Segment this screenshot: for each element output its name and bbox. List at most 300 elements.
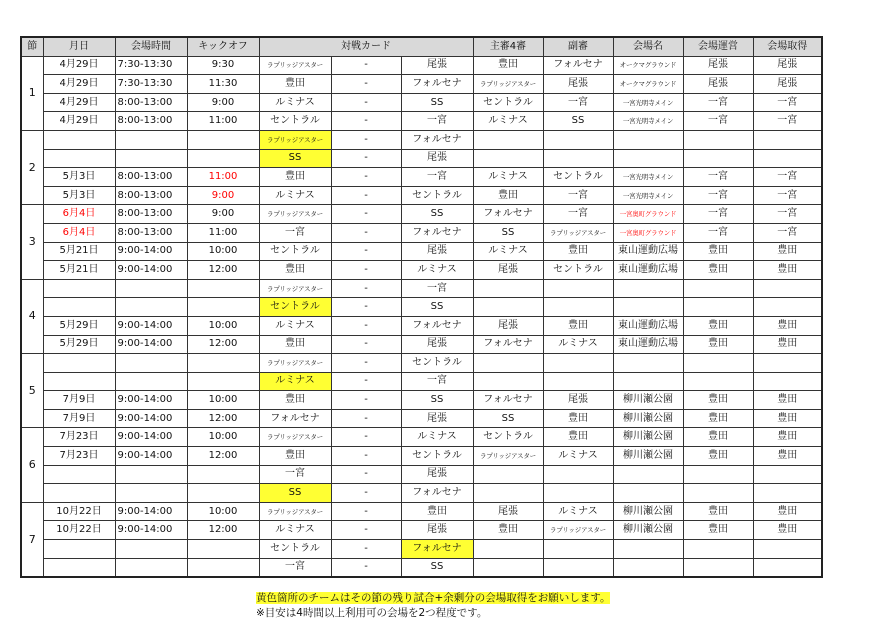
date-cell — [43, 149, 115, 168]
venue-time-cell — [115, 149, 187, 168]
kickoff-cell: 9:30 — [187, 56, 259, 75]
assistant-referee-cell: 一宮 — [543, 205, 613, 224]
venue-acquisition-cell: 一宮 — [753, 223, 822, 242]
header-venue-acquisition: 会場取得 — [753, 37, 822, 56]
away-team-cell: 一宮 — [401, 372, 473, 391]
venue-acquisition-cell — [753, 130, 822, 149]
match-row — [21, 242, 822, 261]
venue-operation-cell: 豊田 — [683, 428, 753, 447]
venue-time-cell: 7:30-13:30 — [115, 56, 187, 75]
away-team-cell: 尾張 — [401, 521, 473, 540]
vs-cell: - — [331, 391, 401, 410]
kickoff-cell: 9:00 — [187, 205, 259, 224]
venue-operation-cell: 一宮 — [683, 186, 753, 205]
kickoff-cell: 10:00 — [187, 242, 259, 261]
header-venue-name: 会場名 — [613, 37, 683, 56]
date-cell: 5月29日 — [43, 335, 115, 354]
venue-operation-cell: 尾張 — [683, 75, 753, 94]
venue-name-cell — [613, 540, 683, 559]
referee-cell — [473, 279, 543, 298]
venue-operation-cell — [683, 149, 753, 168]
away-team-cell: フォルセナ — [401, 130, 473, 149]
date-cell: 7月9日 — [43, 391, 115, 410]
date-cell: 6月4日 — [43, 223, 115, 242]
vs-cell: - — [331, 261, 401, 280]
kickoff-cell: 9:00 — [187, 186, 259, 205]
away-team-cell: SS — [401, 93, 473, 112]
match-row — [21, 93, 822, 112]
home-team-cell: 一宮 — [259, 558, 331, 577]
match-row — [21, 447, 822, 466]
assistant-referee-cell — [543, 484, 613, 503]
venue-acquisition-cell: 豊田 — [753, 261, 822, 280]
away-team-cell: 尾張 — [401, 242, 473, 261]
referee-cell — [473, 558, 543, 577]
match-row — [21, 540, 822, 559]
home-team-cell: ラプリッジアスター — [259, 130, 331, 149]
home-team-cell: 豊田 — [259, 447, 331, 466]
venue-time-cell: 9:00-14:00 — [115, 428, 187, 447]
referee-cell: 尾張 — [473, 261, 543, 280]
assistant-referee-cell — [543, 354, 613, 373]
kickoff-cell — [187, 130, 259, 149]
away-team-cell: フォルセナ — [401, 223, 473, 242]
assistant-referee-cell: セントラル — [543, 168, 613, 187]
kickoff-cell: 12:00 — [187, 521, 259, 540]
venue-time-cell: 9:00-14:00 — [115, 447, 187, 466]
assistant-referee-cell: 一宮 — [543, 93, 613, 112]
home-team-cell: ルミナス — [259, 93, 331, 112]
kickoff-cell — [187, 558, 259, 577]
home-team-cell: 豊田 — [259, 391, 331, 410]
away-team-cell: セントラル — [401, 186, 473, 205]
venue-acquisition-cell: 一宮 — [753, 205, 822, 224]
match-row — [21, 502, 822, 521]
home-team-cell: 豊田 — [259, 261, 331, 280]
away-team-cell: 尾張 — [401, 56, 473, 75]
venue-acquisition-cell: 一宮 — [753, 186, 822, 205]
date-cell: 5月3日 — [43, 186, 115, 205]
vs-cell: - — [331, 149, 401, 168]
referee-cell: SS — [473, 409, 543, 428]
vs-cell: - — [331, 558, 401, 577]
referee-cell — [473, 540, 543, 559]
away-team-cell: 尾張 — [401, 409, 473, 428]
match-row — [21, 75, 822, 94]
match-row — [21, 186, 822, 205]
venue-time-cell — [115, 372, 187, 391]
home-team-cell: セントラル — [259, 112, 331, 131]
schedule-body — [21, 56, 822, 577]
venue-acquisition-cell: 豊田 — [753, 335, 822, 354]
away-team-cell: フォルセナ — [401, 540, 473, 559]
header-venue-time: 会場時間 — [115, 37, 187, 56]
kickoff-cell: 12:00 — [187, 447, 259, 466]
setsu-cell: 4 — [21, 279, 43, 353]
date-cell: 7月23日 — [43, 447, 115, 466]
venue-time-cell — [115, 130, 187, 149]
venue-operation-cell — [683, 558, 753, 577]
referee-cell: フォルセナ — [473, 205, 543, 224]
home-team-cell: ルミナス — [259, 186, 331, 205]
venue-operation-cell — [683, 372, 753, 391]
venue-acquisition-cell — [753, 372, 822, 391]
home-team-cell: ルミナス — [259, 316, 331, 335]
kickoff-cell: 10:00 — [187, 316, 259, 335]
highlight-note: 黄色箇所のチームはその節の残り試合+余剰分の会場取得をお願いします。 — [256, 592, 611, 604]
header-venue-operation: 会場運営 — [683, 37, 753, 56]
venue-name-cell: 東山運動広場 — [613, 242, 683, 261]
date-cell: 4月29日 — [43, 93, 115, 112]
header-kickoff: キックオフ — [187, 37, 259, 56]
referee-cell: ラプリッジアスター — [473, 75, 543, 94]
match-row — [21, 56, 822, 75]
match-row — [21, 316, 822, 335]
venue-acquisition-cell: 一宮 — [753, 168, 822, 187]
referee-cell: ラプリッジアスター — [473, 447, 543, 466]
venue-name-cell: 柳川瀬公園 — [613, 409, 683, 428]
home-team-cell: セントラル — [259, 242, 331, 261]
match-row — [21, 521, 822, 540]
venue-name-cell: 柳川瀬公園 — [613, 447, 683, 466]
match-row — [21, 465, 822, 484]
vs-cell: - — [331, 465, 401, 484]
referee-cell — [473, 484, 543, 503]
assistant-referee-cell: ラプリッジアスター — [543, 521, 613, 540]
venue-name-cell: 東山運動広場 — [613, 335, 683, 354]
kickoff-cell: 10:00 — [187, 391, 259, 410]
venue-name-cell: 柳川瀬公園 — [613, 428, 683, 447]
kickoff-cell: 11:00 — [187, 223, 259, 242]
vs-cell: - — [331, 447, 401, 466]
match-row — [21, 168, 822, 187]
assistant-referee-cell — [543, 149, 613, 168]
venue-name-cell: 一宮光明寺メイン — [613, 112, 683, 131]
venue-operation-cell: 一宮 — [683, 93, 753, 112]
referee-cell: 尾張 — [473, 316, 543, 335]
match-row — [21, 149, 822, 168]
referee-cell: ルミナス — [473, 168, 543, 187]
header-match-card: 対戦カード — [259, 37, 473, 56]
venue-name-cell: 柳川瀬公園 — [613, 391, 683, 410]
venue-time-cell — [115, 540, 187, 559]
venue-name-cell — [613, 484, 683, 503]
assistant-referee-cell: 尾張 — [543, 391, 613, 410]
venue-time-cell: 9:00-14:00 — [115, 261, 187, 280]
vs-cell: - — [331, 56, 401, 75]
date-cell: 4月29日 — [43, 112, 115, 131]
assistant-referee-cell: 豊田 — [543, 428, 613, 447]
venue-name-cell — [613, 372, 683, 391]
kickoff-cell — [187, 465, 259, 484]
assistant-referee-cell: ルミナス — [543, 447, 613, 466]
date-cell — [43, 130, 115, 149]
vs-cell: - — [331, 316, 401, 335]
date-cell: 10月22日 — [43, 521, 115, 540]
assistant-referee-cell: 一宮 — [543, 186, 613, 205]
match-row — [21, 298, 822, 317]
date-cell: 5月3日 — [43, 168, 115, 187]
referee-cell: SS — [473, 223, 543, 242]
vs-cell: - — [331, 372, 401, 391]
venue-time-cell: 9:00-14:00 — [115, 242, 187, 261]
venue-acquisition-cell: 豊田 — [753, 391, 822, 410]
header-row — [21, 37, 822, 56]
venue-name-cell: 一宮光明寺メイン — [613, 168, 683, 187]
venue-acquisition-cell: 豊田 — [753, 316, 822, 335]
referee-cell: セントラル — [473, 428, 543, 447]
venue-operation-cell: 豊田 — [683, 502, 753, 521]
venue-name-cell: 柳川瀬公園 — [613, 521, 683, 540]
date-cell: 4月29日 — [43, 56, 115, 75]
vs-cell: - — [331, 205, 401, 224]
venue-operation-cell: 豊田 — [683, 316, 753, 335]
assistant-referee-cell — [543, 279, 613, 298]
venue-name-cell — [613, 149, 683, 168]
vs-cell: - — [331, 93, 401, 112]
venue-time-cell — [115, 279, 187, 298]
venue-name-cell: 東山運動広場 — [613, 316, 683, 335]
venue-time-cell — [115, 298, 187, 317]
notes — [256, 591, 610, 621]
referee-cell: 豊田 — [473, 186, 543, 205]
vs-cell: - — [331, 502, 401, 521]
kickoff-cell: 10:00 — [187, 428, 259, 447]
venue-acquisition-cell: 豊田 — [753, 242, 822, 261]
match-row — [21, 130, 822, 149]
vs-cell: - — [331, 409, 401, 428]
setsu-cell: 7 — [21, 502, 43, 577]
assistant-referee-cell — [543, 540, 613, 559]
vs-cell: - — [331, 540, 401, 559]
venue-name-cell — [613, 279, 683, 298]
venue-name-cell: 東山運動広場 — [613, 261, 683, 280]
assistant-referee-cell: SS — [543, 112, 613, 131]
date-cell: 4月29日 — [43, 75, 115, 94]
date-cell: 10月22日 — [43, 502, 115, 521]
venue-operation-cell: 一宮 — [683, 168, 753, 187]
home-team-cell: セントラル — [259, 298, 331, 317]
venue-operation-cell: 豊田 — [683, 409, 753, 428]
date-cell — [43, 540, 115, 559]
kickoff-cell: 12:00 — [187, 335, 259, 354]
venue-acquisition-cell: 豊田 — [753, 521, 822, 540]
kickoff-cell: 12:00 — [187, 409, 259, 428]
venue-time-cell: 9:00-14:00 — [115, 502, 187, 521]
home-team-cell: ラプリッジアスター — [259, 279, 331, 298]
away-team-cell: SS — [401, 558, 473, 577]
home-team-cell: 一宮 — [259, 223, 331, 242]
home-team-cell: ラプリッジアスター — [259, 205, 331, 224]
match-row — [21, 409, 822, 428]
assistant-referee-cell: ルミナス — [543, 502, 613, 521]
venue-name-cell: オークマグラウンド — [613, 75, 683, 94]
away-team-cell: SS — [401, 205, 473, 224]
vs-cell: - — [331, 223, 401, 242]
date-cell — [43, 558, 115, 577]
match-row — [21, 112, 822, 131]
venue-operation-cell: 豊田 — [683, 391, 753, 410]
venue-time-cell: 8:00-13:00 — [115, 186, 187, 205]
venue-operation-cell: 豊田 — [683, 521, 753, 540]
assistant-referee-cell: ルミナス — [543, 335, 613, 354]
assistant-referee-cell: 尾張 — [543, 75, 613, 94]
assistant-referee-cell: フォルセナ — [543, 56, 613, 75]
match-row — [21, 484, 822, 503]
match-row — [21, 205, 822, 224]
venue-time-cell: 8:00-13:00 — [115, 168, 187, 187]
venue-time-cell — [115, 558, 187, 577]
away-team-cell: フォルセナ — [401, 75, 473, 94]
venue-acquisition-cell: 豊田 — [753, 502, 822, 521]
venue-acquisition-cell — [753, 354, 822, 373]
venue-operation-cell — [683, 279, 753, 298]
venue-operation-cell — [683, 130, 753, 149]
referee-cell: フォルセナ — [473, 335, 543, 354]
match-row — [21, 354, 822, 373]
away-team-cell: 一宮 — [401, 279, 473, 298]
referee-cell: ルミナス — [473, 242, 543, 261]
venue-name-cell — [613, 354, 683, 373]
match-row — [21, 223, 822, 242]
home-team-cell: 豊田 — [259, 335, 331, 354]
header-referee: 主審4審 — [473, 37, 543, 56]
assistant-referee-cell: 豊田 — [543, 316, 613, 335]
referee-cell: フォルセナ — [473, 391, 543, 410]
away-team-cell: ルミナス — [401, 428, 473, 447]
match-row — [21, 279, 822, 298]
venue-acquisition-cell: 豊田 — [753, 409, 822, 428]
venue-time-cell: 8:00-13:00 — [115, 93, 187, 112]
referee-cell: 豊田 — [473, 521, 543, 540]
vs-cell: - — [331, 354, 401, 373]
venue-acquisition-cell: 豊田 — [753, 428, 822, 447]
home-team-cell: ルミナス — [259, 372, 331, 391]
date-cell — [43, 372, 115, 391]
assistant-referee-cell: ラプリッジアスター — [543, 223, 613, 242]
away-team-cell: SS — [401, 298, 473, 317]
venue-name-cell: オークマグラウンド — [613, 56, 683, 75]
match-row — [21, 372, 822, 391]
vs-cell: - — [331, 130, 401, 149]
kickoff-cell: 11:30 — [187, 75, 259, 94]
venue-name-cell — [613, 558, 683, 577]
venue-acquisition-cell — [753, 279, 822, 298]
venue-time-cell — [115, 354, 187, 373]
schedule-table — [20, 36, 823, 578]
away-team-cell: 一宮 — [401, 168, 473, 187]
referee-cell — [473, 465, 543, 484]
venue-acquisition-cell — [753, 540, 822, 559]
venue-name-cell: 一宮奥町グラウンド — [613, 223, 683, 242]
venue-operation-cell: 尾張 — [683, 56, 753, 75]
home-team-cell: 一宮 — [259, 465, 331, 484]
venue-acquisition-cell: 一宮 — [753, 93, 822, 112]
guideline-note: ※目安は4時間以上利用可の会場を2つ程度です。 — [256, 607, 488, 619]
setsu-cell: 3 — [21, 205, 43, 279]
venue-operation-cell — [683, 540, 753, 559]
date-cell — [43, 465, 115, 484]
venue-name-cell — [613, 465, 683, 484]
date-cell: 5月21日 — [43, 261, 115, 280]
away-team-cell: 一宮 — [401, 112, 473, 131]
referee-cell: セントラル — [473, 93, 543, 112]
kickoff-cell: 12:00 — [187, 261, 259, 280]
venue-operation-cell — [683, 298, 753, 317]
venue-acquisition-cell — [753, 484, 822, 503]
venue-operation-cell: 豊田 — [683, 335, 753, 354]
referee-cell: ルミナス — [473, 112, 543, 131]
away-team-cell: 尾張 — [401, 465, 473, 484]
vs-cell: - — [331, 112, 401, 131]
vs-cell: - — [331, 335, 401, 354]
venue-time-cell: 9:00-14:00 — [115, 316, 187, 335]
date-cell — [43, 298, 115, 317]
assistant-referee-cell — [543, 465, 613, 484]
venue-acquisition-cell — [753, 149, 822, 168]
assistant-referee-cell: 豊田 — [543, 409, 613, 428]
home-team-cell: ルミナス — [259, 521, 331, 540]
venue-name-cell: 一宮光明寺メイン — [613, 186, 683, 205]
date-cell: 6月4日 — [43, 205, 115, 224]
vs-cell: - — [331, 168, 401, 187]
home-team-cell: 豊田 — [259, 168, 331, 187]
vs-cell: - — [331, 75, 401, 94]
match-row — [21, 261, 822, 280]
venue-acquisition-cell — [753, 558, 822, 577]
venue-operation-cell — [683, 465, 753, 484]
kickoff-cell: 9:00 — [187, 93, 259, 112]
date-cell: 7月9日 — [43, 409, 115, 428]
home-team-cell: フォルセナ — [259, 409, 331, 428]
venue-acquisition-cell — [753, 298, 822, 317]
date-cell: 5月21日 — [43, 242, 115, 261]
venue-acquisition-cell: 尾張 — [753, 56, 822, 75]
venue-time-cell — [115, 465, 187, 484]
venue-acquisition-cell: 豊田 — [753, 447, 822, 466]
assistant-referee-cell: セントラル — [543, 261, 613, 280]
setsu-cell: 5 — [21, 354, 43, 428]
kickoff-cell — [187, 298, 259, 317]
assistant-referee-cell — [543, 558, 613, 577]
referee-cell: 豊田 — [473, 56, 543, 75]
vs-cell: - — [331, 242, 401, 261]
away-team-cell: ルミナス — [401, 261, 473, 280]
venue-operation-cell: 豊田 — [683, 242, 753, 261]
kickoff-cell: 10:00 — [187, 502, 259, 521]
match-row — [21, 558, 822, 577]
venue-name-cell: 柳川瀬公園 — [613, 502, 683, 521]
header-setsu: 節 — [21, 37, 43, 56]
home-team-cell: ラプリッジアスター — [259, 502, 331, 521]
venue-operation-cell: 一宮 — [683, 112, 753, 131]
kickoff-cell — [187, 149, 259, 168]
setsu-cell: 1 — [21, 56, 43, 130]
setsu-cell: 6 — [21, 428, 43, 502]
venue-time-cell: 9:00-14:00 — [115, 521, 187, 540]
kickoff-cell — [187, 540, 259, 559]
vs-cell: - — [331, 521, 401, 540]
referee-cell: 尾張 — [473, 502, 543, 521]
match-row — [21, 391, 822, 410]
venue-time-cell: 7:30-13:30 — [115, 75, 187, 94]
header-date: 月日 — [43, 37, 115, 56]
kickoff-cell: 11:00 — [187, 168, 259, 187]
assistant-referee-cell — [543, 372, 613, 391]
kickoff-cell — [187, 484, 259, 503]
venue-operation-cell: 一宮 — [683, 205, 753, 224]
venue-name-cell: 一宮奥町グラウンド — [613, 205, 683, 224]
